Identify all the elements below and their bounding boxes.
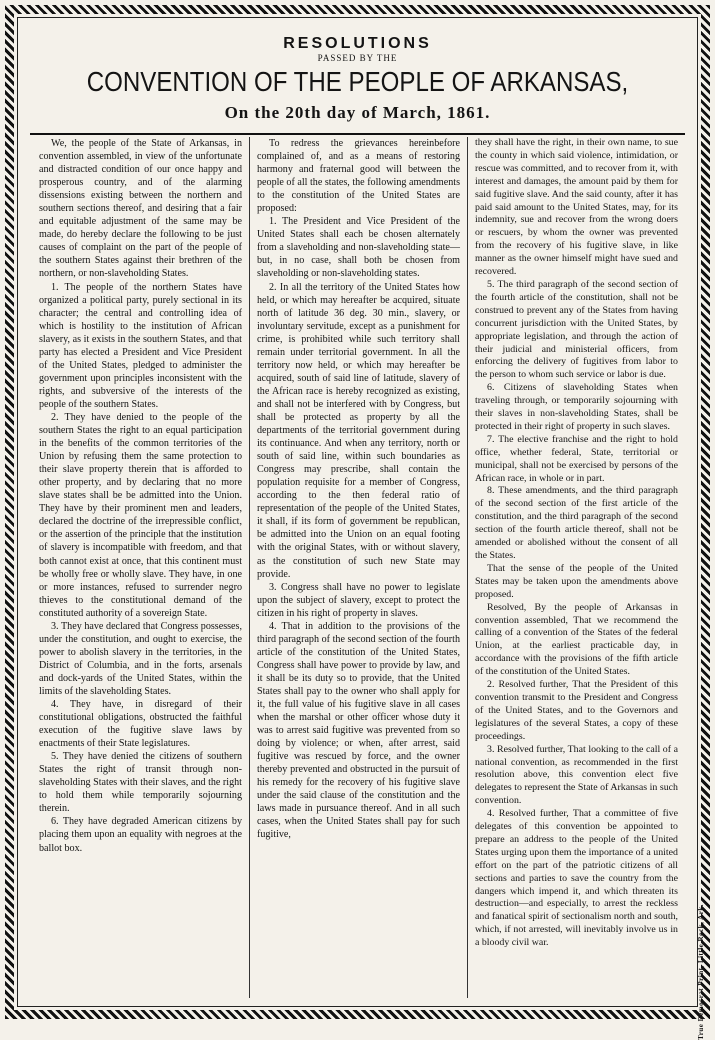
paragraph: 6. They have degraded American citizens by placing them upon an equality with negroes at the ballot box. bbox=[39, 816, 242, 854]
paragraph: 7. The elective franchise and the right to hold office, whether federal, State, territorial or municipal, shall not be exercised by persons of the African race, in whole or in part. bbox=[475, 433, 678, 484]
date-line: On the 20th day of March, 1861. bbox=[224, 103, 491, 122]
paragraph: 4. That in addition to the provisions of the third paragraph of the second section of the fourth article of the constitution of the United States, Congress shall have power to provide by law, and it shall be its duty so to provide, that the United States shall pay to the owner who shall apply for it, the full value of his fugitive slave in all cases when the marshal or other officer whose duty it was to arrest said fugitive was prevented from so doing by violence; or when, after arrest, said fugitive was rescued by force, and the owner thereby prevented and obstructed in the pursuit of his remedy for the recovery of his fugitive slave under the said clause of the constitution and the laws made in pursuance thereof. And in all such cases, when the United States shall pay for such fugitive, bbox=[257, 620, 460, 841]
paragraph: 8. These amendments, and the third paragraph of the second section of the first article of the constitution, and the third paragraph of the second section of the fourth article thereof, shall not be amended or abolished without the consent of all the States. bbox=[475, 485, 678, 561]
subtitle: PASSED BY THE bbox=[317, 53, 398, 63]
paragraph: 4. Resolved further, That a committee of five delegates of this convention be appointed to prepare an address to the people of the United States urging upon them the importance of a united effort on the part of the patriotic citizens of all sections and parties to save the country from the dangers which impend it, and which threaten its destruction—and especially, to arrest the reckless and fanatical spirit of sectionalism north and south, which, if not arrested, will inevitably involve us in a bloody civil war. bbox=[475, 808, 678, 949]
column-3 bbox=[467, 137, 685, 998]
title: RESOLUTIONS bbox=[283, 35, 432, 52]
header bbox=[26, 36, 689, 123]
printer-imprint: True Democrat Print, Little Rock, Ark. bbox=[697, 904, 705, 1040]
header-rule bbox=[30, 133, 685, 135]
paragraph: 4. They have, in disregard of their constitutional obligations, obstructed the faithful execution of the fugitive slave laws by enactments of their State legislatures. bbox=[39, 699, 242, 750]
paragraph: 3. Resolved further, That looking to the call of a national convention, as recommended in the first resolution above, this convention elect five delegates to represent the State of Arkansas in such convention. bbox=[475, 743, 678, 807]
paragraph: 3. Congress shall have no power to legislate upon the subject of slavery, except to protect the citizen in his right of property in slaves. bbox=[257, 581, 460, 619]
paragraph: 2. Resolved further, That the President of this convention transmit to the President and Congress of the United States, and to the Governors and legislatures of the several States, a copy of these proceedings. bbox=[475, 679, 678, 742]
paragraph: That the sense of the people of the United States may be taken upon the amendments above proposed. bbox=[475, 562, 678, 600]
paragraph: We, the people of the State of Arkansas, in convention assembled, in view of the unfortunate and distracted condition of our once happy and prosperous country, and of the alarming dissensions existing between the northern and southern sections thereof, and desiring that a fair and equitable adjustment of the same may be made, do hereby declare the following to be just causes of complaint on the part of the people of the southern States against their brethren of the northern, or non-slaveholding States. bbox=[39, 138, 242, 280]
paragraph: 1. The President and Vice President of the United States shall each be chosen alternately from a slaveholding and non-slaveholding state—but, in no case, shall both be chosen from slaveholding or non-slaveholding states. bbox=[257, 216, 460, 280]
paragraph: 1. The people of the northern States have organized a political party, purely sectional in its character; the central and controlling idea of which is hostility to the institution of African slavery, as it exists in the southern States, and that party has elected a President and Vice President of the United States, pledged to administer the government upon principles inconsistent with the rights, and subversive of the interests of the people of the southern States. bbox=[39, 281, 242, 410]
paragraph: they shall have the right, in their own name, to sue the county in which said violence, intimidation, or rescue was committed, and to recover from it, with interest and damages, the amount paid by them for said fugitive slave. And the said county, after it has paid said amount to the United States, may, for its indemnity, sue and recover from the wrong doers or rescuers, by whom the owner was prevented from the recovery of his fugitive slave, in like manner as the owner himself might have sued and recovered. bbox=[475, 137, 678, 278]
paragraph: 5. They have denied the citizens of southern States the right of transit through non-slaveholding States with their slaves, and the right to hold them while temporarily sojourning therein. bbox=[39, 751, 242, 815]
paragraph: 3. They have declared that Congress possesses, under the constitution, and ought to exercise, the power to abolish slavery in the territories, in the District of Columbia, and in the forts, arsenals and dock-yards of the United States, within the limits of the slaveholding States. bbox=[39, 620, 242, 697]
paragraph: 5. The third paragraph of the second section of the fourth article of the constitution, shall not be construed to prevent any of the States from having concurrent jurisdiction with the United States, by appropriate legislation, and through the action of their judicial and ministerial officers, from enforcing the delivery of fugitives from labor to the person to whom such service or labor is due. bbox=[475, 278, 678, 381]
paragraph: 2. In all the territory of the United States how held, or which may hereafter be acquired, situate north of latitude 36 deg. 30 min., slavery, or involuntary servitude, except as a punishment for crime, is prohibited while such territory shall remain under territorial government. In all the territory now held, or which may hereafter be acquired, south of said line of latitude, slavery of the African race is hereby recognized as existing, and shall not be interfered with by Congress, but shall be protected as property by all the departments of the territorial government during its continuance. And when any territory, north or south of said line, within such boundaries as Congress may prescribe, shall contain the population requisite for a member of Congress, according to the then federal ratio of representation of the people of the United States, it shall, if its form of government be republican, be admitted into the Union on an equal footing with the original States, with or without slavery, as the constitution of such new State may provide. bbox=[257, 281, 460, 580]
paragraph: Resolved, By the people of Arkansas in convention assembled, That we recommend the calling of a convention of the States of the federal Union, at the earliest practicable day, in accordance with the provisions of the fifth article of the constitution of the United States. bbox=[475, 601, 678, 678]
main-title: CONVENTION OF THE PEOPLE OF ARKANSAS, bbox=[86, 66, 629, 97]
text-columns bbox=[32, 137, 685, 998]
paragraph: To redress the grievances hereinbefore complained of, and as a means of restoring harmony and fraternal good will between the people of all the states, the following amendments to the constitution of the United States are proposed: bbox=[257, 138, 460, 215]
paragraph: 2. They have denied to the people of the southern States the right to an equal participation in the benefits of the common territories of the Union by refusing them the same protection to their slave property therein that is afforded to other property, and by declaring that no more slave states shall be be admitted into the Union. They have by their prominent men and leaders, declared the doctrine of the irrepressible conflict, or the assertion of the principle that the institution of slavery is incompatible with freedom, and that both cannot exist at once, that this continent must be wholly free or wholly slave. They have, in one or more instances, refused to surrender negro thieves to the constitutional demand of the constituted authority of a sovereign State. bbox=[39, 411, 242, 619]
column-1 bbox=[32, 137, 249, 998]
column-2 bbox=[249, 137, 467, 998]
paragraph: 6. Citizens of slaveholding States when traveling through, or temporarily sojourning with their slaves in non-slaveholding States, shall be protected in their right of property in such slaves. bbox=[475, 382, 678, 432]
